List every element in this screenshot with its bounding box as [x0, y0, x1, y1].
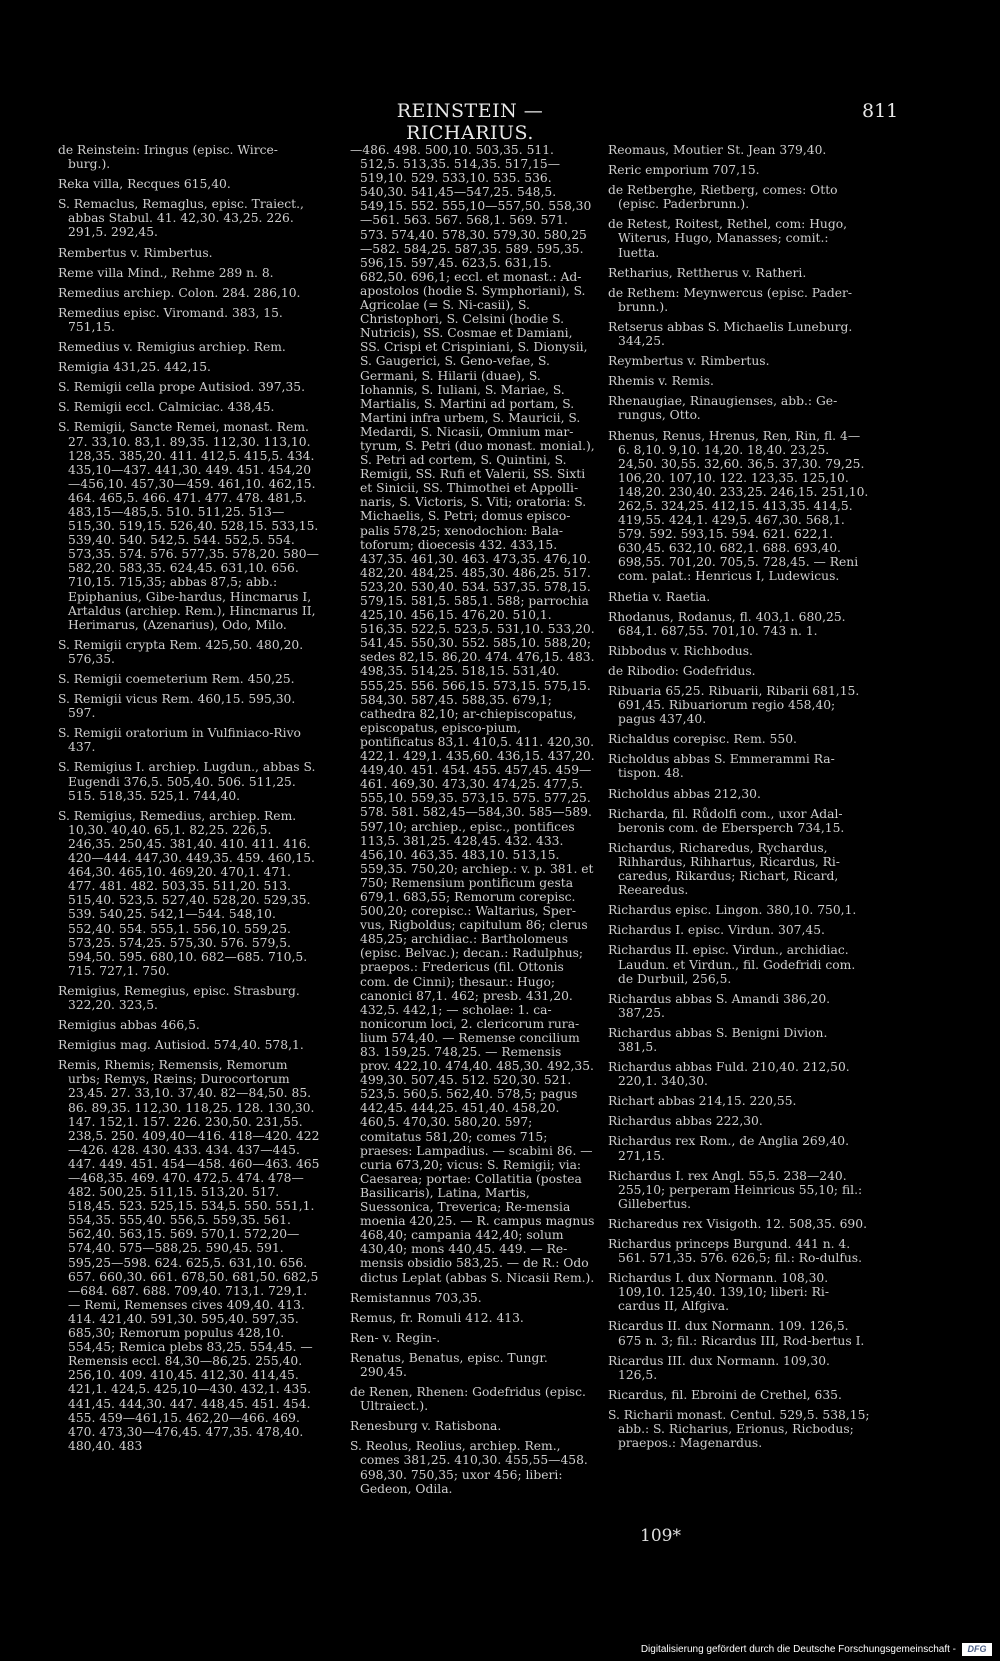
index-entry: de Retest, Roitest, Rethel, com: Hugo, Witerus, Hugo, Manasses; comit.: Iuetta. [608, 217, 848, 260]
index-entry: S. Remigii eccl. Calmiciac. 438,45. [58, 400, 275, 415]
index-entry: Richaredus rex Visigoth. 12. 508,35. 690. [608, 1216, 867, 1231]
index-entry: Richardus abbas S. Amandi 386,20. 387,25. [608, 991, 831, 1020]
index-entry: Richardus, Richaredus, Rychardus, Rihhardus, Rihhartus, Ricardus, Ri-caredus, Rikardus; Richart, Ricard, Reearedus. [608, 840, 840, 898]
index-entry: Reymbertus v. Rimbertus. [608, 354, 770, 369]
index-column-1 [58, 143, 320, 1459]
running-header-title: REINSTEIN — RICHARIUS. [396, 100, 544, 144]
index-entry: Reka villa, Recques 615,40. [58, 177, 231, 192]
dfg-logo-icon: DFG [962, 1643, 992, 1656]
index-entry: Ren- v. Regin-. [350, 1330, 441, 1345]
index-entry: Rembertus v. Rimbertus. [58, 245, 213, 260]
index-entry: Richardus I. dux Normann. 108,30. 109,10. 125,40. 139,10; liberi: Ri-cardus II, Alfgiva. [608, 1271, 829, 1314]
index-entry: Richardus rex Rom., de Anglia 269,40. 271,15. [608, 1134, 850, 1163]
index-entry: Richoldus abbas S. Emmerammi Ra-tispon. 48. [608, 752, 835, 781]
index-entry: —486. 498. 500,10. 503,35. 511. 512,5. 513,35. 514,35. 517,15—519,10. 529. 533,10. 535. 536. 540,30. 541,45—547,25. 548,5. 549,15. 552. 555,10—557,50. 558,30—561. 563. 567. 568,1. 569. 571. 573. 574,40. 578,30. 579,30. 580,25—582. 584,25. 587,35. 589. 595,35. 596,15. 597,45. 623,5. 631,15. 682,50. 696,1; eccl. et monast.: Ad-apostolos (hodie S. Symphoriani), S. Agricolae (= S. Ni-casii), S. Christophori, S. Celsini (hodie S. Nutricis), SS. Cosmae et Damiani, SS. Crispi et Crispiniani, S. Dionysii, S. Gaugerici, S. Geno-vefae, S. Germani, S. Hilarii (duae), S. Iohannis, S. Iuliani, S. Mariae, S. Martialis, S. Martini ad portam, S. Martini infra urbem, S. Mauricii, S. Medardi, S. Nicasii, Omnium mar-tyrum, S. Petri (duo monast. monial.), S. Petri ad cortem, S. Quintini, S. Remigii, SS. Rufi et Valerii, SS. Sixti et Sinicii, SS. Thimothei et Appolli-naris, S. Victoris, S. Viti; oratoria: S. Michaelis, S. Petri; domus episco-palis 578,25; xenodochion: Bala-toforum; dioecesis 432. 433,15. 437,35. 461,30. 463. 473,35. 476,10. 482,20. 484,25. 485,30. 486,25. 517. 523,20. 530,40. 534. 537,35. 578,15. 579,15. 581,5. 585,1. 588; parrochia 425,10. 456,15. 476,20. 510,1. 516,35. 522,5. 523,5. 531,10. 533,20. 541,45. 550,30. 552. 585,10. 588,20; sedes 82,15. 86,20. 474. 476,15. 483. 498,35. 514,25. 518,15. 531,40. 555,25. 556. 566,15. 573,15. 575,15. 584,30. 587,45. 588,35. 679,1; cathedra 82,10; ar-chiepiscopatus, episcopatus, episco-pium, pontificatus 83,1. 410,5. 411. 420,30. 422,1. 429,1. 435,60. 436,15. 437,20. 449,40. 451. 454. 455. 457,45. 459—461. 469,30. 473,30. 474,25. 477,5. 555,10. 559,35. 573,15. 575. 577,25. 578. 581. 582,45—584,30. 585—589. 597,10; archiep., episc., pontifices 113,5. 381,25. 428,45. 432. 433. 456,10. 463,35. 483,10. 513,15. 559,35. 750,20; archiep.: v. p. 381. et 750; Remensium pontificum gesta 679,1. 683,55; Remorum corepisc. 500,20; corepisc.: Waltarius, Sper-vus, Rigboldus; capitulum 86; clerus 485,25; archidiac.: Bartholomeus (episc. Belvac.); decan.: Radulphus; praepos.: Fredericus (fil. Ottonis com. de Cinni); thesaur.: Hugo; canonici 87,1. 462; presb. 431,20. 432,5. 442,1; — scholae: 1. ca-nonicorum loci, 2. clericorum rura-lium 574,40. — Remense concilium 83. 159,25. 748,25. — Remensis prov. 422,10. 474,40. 485,30. 492,35. 499,30. 507,45. 512. 520,30. 521. 523,5. 560,5. 562,40. 578,5; pagus 442,45. 444,25. 451,40. 458,20. 460,5. 470,30. 580,20. 597; comitatus 581,20; comes 715; praeses: Lampadius. — scabini 86. — curia 673,20; vicus: S. Remigii; via: Caesarea; portae: Collatitia (postea Basilicaris), Latina, Martis, Suessonica, Treverica; Re-mensia moenia 420,25. — R. campus magnus 468,40; campania 442,40; solum 430,40; mons 440,45. 449. — Re-mensis obsidio 583,25. — de R.: Odo dictus Leplat (abbas S. Nicasii Rem.). [350, 143, 595, 1285]
index-entry: Richardus episc. Lingon. 380,10. 750,1. [608, 903, 857, 918]
index-entry: Retserus abbas S. Michaelis Luneburg. 344,25. [608, 319, 853, 349]
index-entry: Richardus abbas Fuld. 210,40. 212,50. 220,1. 340,30. [608, 1060, 850, 1089]
index-entry: de Reinstein: Iringus (episc. Wirce-burg.). [58, 143, 278, 172]
index-entry: Richardus I. episc. Virdun. 307,45. [608, 923, 825, 938]
index-entry: Ricardus II. dux Normann. 109. 126,5. 675 n. 3; fil.: Ricardus III, Rod-bertus I. [608, 1319, 865, 1348]
index-entry: S. Remaclus, Remaglus, episc. Traiect., abbas Stabul. 41. 42,30. 43,25. 226. 291,5. 292,45. [58, 197, 304, 240]
index-entry: Rhemis v. Remis. [608, 374, 714, 389]
index-entry: Remigius mag. Autisiod. 574,40. 578,1. [58, 1038, 304, 1053]
index-entry: Richardus I. rex Angl. 55,5. 238—240. 255,10; perperam Heinricus 55,10; fil.: Gillebertus. [608, 1168, 863, 1211]
index-entry: S. Remigii, Sancte Remei, monast. Rem. 27. 33,10. 83,1. 89,35. 112,30. 113,10. 128,35. 385,20. 411. 412,5. 415,5. 434. 435,10—437. 441,30. 449. 451. 454,20—456,10. 457,30—459. 461,10. 462,15. 464. 465,5. 466. 471. 477. 478. 481,5. 483,15—485,5. 510. 511,25. 513—515,30. 519,15. 526,40. 528,15. 533,15. 539,40. 540. 542,5. 544. 552,5. 554. 573,35. 574. 576. 577,35. 578,20. 580—582,20. 583,35. 624,45. 631,10. 656. 710,15. 715,35; abbas 87,5; abb.: Epiphanius, Gibe-hardus, Hincmarus I, Artaldus (archiep. Rem.), Hincmarus II, Herimarus, (Azenarius), Odo, Milo. [58, 420, 319, 632]
index-entry: Rhenus, Renus, Hrenus, Ren, Rin, fl. 4—6. 8,10. 9,10. 14,20. 18,40. 23,25. 24,50. 30,55. 32,60. 36,5. 37,30. 79,25. 106,20. 107,10. 122. 123,35. 125,10. 148,20. 230,40. 233,25. 246,15. 251,10. 262,5. 324,25. 412,15. 413,35. 414,5. 419,55. 424,1. 429,5. 467,30. 568,1. 579. 592. 593,15. 594. 621. 622,1. 630,45. 632,10. 682,1. 688. 693,40. 698,55. 701,20. 705,5. 728,45. — Reni com. palat.: Henricus I, Ludewicus. [608, 428, 869, 584]
index-entry: S. Remigius I. archiep. Lugdun., abbas S. Eugendi 376,5. 505,40. 506. 511,25. 515. 518,35. 525,1. 744,40. [58, 760, 316, 803]
index-entry: S. Remigii cella prope Autisiod. 397,35. [58, 380, 306, 395]
index-entry: Remus, fr. Romuli 412. 413. [350, 1310, 524, 1325]
index-entry: Remistannus 703,35. [350, 1290, 482, 1305]
index-entry: Rhetia v. Raetia. [608, 589, 711, 604]
index-entry: Richarda, fil. Růdolfi com., uxor Adal-beronis com. de Ebersperch 734,15. [608, 806, 845, 835]
index-entry: S. Richarii monast. Centul. 529,5. 538,15; abb.: S. Richarius, Erionus, Ricbodus; praepos.: Magenardus. [608, 1407, 870, 1451]
index-entry: Rhodanus, Rodanus, fl. 403,1. 680,25. 684,1. 687,55. 701,10. 743 n. 1. [608, 609, 846, 638]
index-entry: Richardus princeps Burgund. 441 n. 4. 561. 571,35. 576. 626,5; fil.: Ro-dulfus. [608, 1237, 863, 1266]
index-entry: Retharius, Rettherus v. Ratheri. [608, 265, 807, 280]
index-column-3 [608, 143, 870, 1456]
index-entry: de Renen, Rhenen: Godefridus (episc. Ultraiect.). [350, 1385, 586, 1414]
index-entry: Reme villa Mind., Rehme 289 n. 8. [58, 265, 274, 280]
index-entry: Remigia 431,25. 442,15. [58, 360, 211, 375]
index-entry: Remigius, Remegius, episc. Strasburg. 322,20. 323,5. [58, 983, 300, 1012]
index-column-2 [350, 143, 595, 1502]
index-entry: Richart abbas 214,15. 220,55. [608, 1094, 797, 1109]
index-entry: S. Remigii coemeterium Rem. 450,25. [58, 672, 295, 686]
index-entry: S. Reolus, Reolius, archiep. Rem., comes 381,25. 410,30. 455,55—458. 698,30. 750,35; uxor 456; liberi: Gedeon, Odila. [350, 1439, 588, 1496]
index-entry: Richardus II. episc. Virdun., archidiac. Laudun. et Virdun., fil. Godefridi com. de Durbuil, 256,5. [608, 943, 856, 986]
index-entry: Richoldus abbas 212,30. [608, 786, 761, 801]
index-entry: Richardus abbas S. Benigni Divion. 381,5. [608, 1025, 828, 1054]
footer-credit: Digitalisierung gefördert durch die Deutsche Forschungsgemeinschaft - [640, 1644, 956, 1655]
index-entry: Ricardus III. dux Normann. 109,30. 126,5. [608, 1353, 830, 1382]
index-entry: S. Remigii vicus Rem. 460,15. 595,30. 597. [58, 692, 296, 721]
index-entry: Rhenaugiae, Rinaugienses, abb.: Ge-rungus, Otto. [608, 394, 838, 423]
index-entry: S. Remigius, Remedius, archiep. Rem. 10,30. 40,40. 65,1. 82,25. 226,5. 246,35. 250,45. 381,40. 410. 411. 416. 420—444. 447,30. 449,35. 459. 460,15. 464,30. 465,10. 469,20. 470,1. 471. 477. 481. 482. 503,35. 511,20. 513. 515,40. 523,5. 527,40. 528,20. 529,35. 539. 540,25. 542,1—544. 548,10. 552,40. 554. 555,1. 556,10. 559,25. 573,25. 574,25. 575,30. 576. 579,5. 594,50. 595. 680,10. 682—685. 710,5. 715. 727,1. 750. [58, 808, 315, 978]
index-entry: S. Remigii crypta Rem. 425,50. 480,20. 576,35. [58, 637, 304, 666]
index-entry: Reric emporium 707,15. [608, 163, 760, 178]
index-entry: Richaldus corepisc. Rem. 550. [608, 732, 797, 747]
index-entry: S. Remigii oratorium in Vulfiniaco-Rivo 437. [58, 726, 301, 755]
index-entry: Ribuaria 65,25. Ribuarii, Ribarii 681,15. 691,45. Ribuariorum regio 458,40; pagus 437,40. [608, 684, 860, 727]
index-entry: Renesburg v. Ratisbona. [350, 1419, 502, 1434]
index-entry: Remigius abbas 466,5. [58, 1018, 200, 1033]
index-entry: de Ribodio: Godefridus. [608, 663, 756, 678]
index-entry: Remedius v. Remigius archiep. Rem. [58, 340, 286, 355]
index-entry: de Retberghe, Rietberg, comes: Otto (episc. Paderbrunn.). [608, 183, 838, 212]
index-entry: Ricardus, fil. Ebroini de Crethel, 635. [608, 1387, 842, 1402]
index-entry: Reomaus, Moutier St. Jean 379,40. [608, 143, 827, 157]
index-entry: de Rethem: Meynwercus (episc. Pader-brunn.). [608, 285, 853, 314]
index-entry: Remis, Rhemis; Remensis, Remorum urbs; Remys, Ræins; Durocortorum 23,45. 27. 33,10. 37,40. 82—84,50. 85. 86. 89,35. 112,30. 118,25. 128. 130,30. 147. 152,1. 157. 226. 230,50. 231,55. 238,5. 250. 409,40—416. 418—420. 422—426. 428. 430. 433. 434. 437—445. 447. 449. 451. 454—458. 460—463. 465—468,35. 469. 470. 472,5. 474. 478—482. 500,25. 511,15. 513,20. 517. 518,45. 523. 525,15. 534,5. 550. 551,1. 554,35. 555,40. 556,5. 559,35. 561. 562,40. 563,15. 569. 570,1. 572,20—574,40. 575—588,25. 590,45. 591. 595,25—598. 624. 625,5. 631,10. 656. 657. 660,30. 661. 678,50. 681,50. 682,5—684. 687. 688. 709,40. 713,1. 729,1. — Remi, Remenses cives 409,40. 413. 414. 421,40. 591,30. 595,40. 597,35. 685,30; Remorum populus 428,10. 554,45; Remica plebs 83,25. 554,45. — Remensis eccl. 84,30—86,25. 255,40. 256,10. 409. 410,45. 412,30. 414,45. 421,1. 424,5. 425,10—430. 432,1. 435. 441,45. 444,30. 447. 448,45. 451. 454. 455. 459—461,15. 462,20—466. 469. 470. 473,30—476,45. 477,35. 478,40. 480,40. 483 [58, 1058, 320, 1453]
page-number: 811 [862, 100, 899, 122]
signature-mark: 109* [640, 1526, 681, 1546]
index-entry: Renatus, Benatus, episc. Tungr. 290,45. [350, 1350, 548, 1379]
index-entry: Ribbodus v. Richbodus. [608, 643, 753, 658]
index-entry: Richardus abbas 222,30. [608, 1114, 763, 1129]
index-entry: Remedius archiep. Colon. 284. 286,10. [58, 285, 301, 300]
index-entry: Remedius episc. Viromand. 383, 15. 751,15. [58, 305, 283, 334]
